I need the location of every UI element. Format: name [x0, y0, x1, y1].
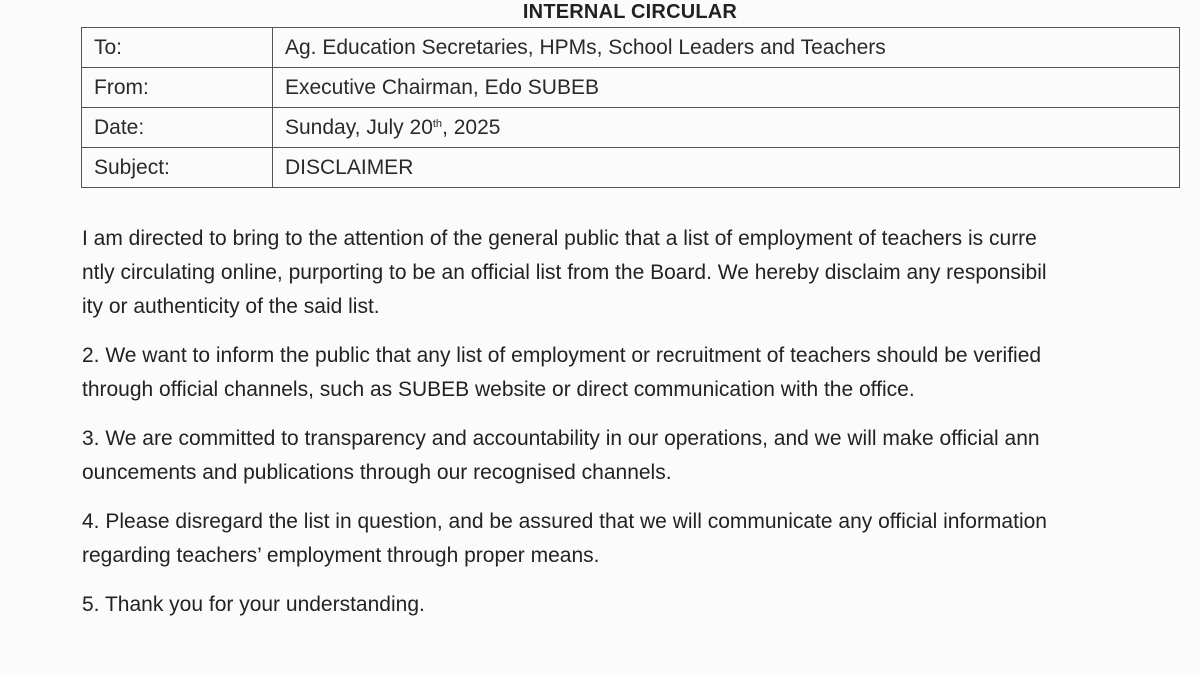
- date-value-main: Sunday, July 20: [285, 115, 433, 139]
- paragraph-line: I am directed to bring to the attention of the general public that a list of employment of teachers is curre: [82, 227, 1037, 250]
- paragraph-4: [82, 505, 1186, 573]
- paragraph-line: 3. We are committed to transparency and accountability in our operations, and we will make official ann: [82, 427, 1040, 450]
- paragraph-line: through official channels, such as SUBEB website or direct communication with the office.: [82, 378, 915, 401]
- date-value-year: , 2025: [442, 115, 501, 139]
- to-label: To:: [82, 28, 273, 68]
- date-ordinal-suffix: th: [432, 117, 443, 130]
- from-label: From:: [82, 68, 273, 108]
- paragraph-line: 5. Thank you for your understanding.: [82, 593, 425, 616]
- circular-body: [82, 222, 1186, 637]
- header-row-from: [82, 68, 1180, 108]
- header-row-subject: [82, 148, 1180, 188]
- from-value: Executive Chairman, Edo SUBEB: [273, 68, 1180, 108]
- paragraph-line: ntly circulating online, purporting to be an official list from the Board. We hereby disclaim any responsibil: [82, 261, 1047, 284]
- paragraph-line: 2. We want to inform the public that any list of employment or recruitment of teachers should be verified: [82, 344, 1042, 367]
- circular-title: INTERNAL CIRCULAR: [522, 1, 738, 23]
- paragraph-line: regarding teachers’ employment through proper means.: [82, 544, 600, 567]
- date-value: [273, 108, 1180, 148]
- date-label: Date:: [82, 108, 273, 148]
- paragraph-3: [82, 422, 1186, 490]
- paragraph-1: [82, 222, 1186, 324]
- circular-header-table: [81, 27, 1180, 188]
- paragraph-line: ouncements and publications through our recognised channels.: [82, 461, 672, 484]
- header-row-to: [82, 28, 1180, 68]
- subject-label: Subject:: [82, 148, 273, 188]
- paragraph-line: 4. Please disregard the list in question, and be assured that we will communicate any official information: [82, 510, 1047, 533]
- paragraph-5: [82, 588, 1186, 622]
- paragraph-line: ity or authenticity of the said list.: [82, 295, 380, 318]
- header-row-date: [82, 108, 1180, 148]
- paragraph-2: [82, 339, 1186, 407]
- subject-value: DISCLAIMER: [273, 148, 1180, 188]
- to-value: Ag. Education Secretaries, HPMs, School Leaders and Teachers: [273, 28, 1180, 68]
